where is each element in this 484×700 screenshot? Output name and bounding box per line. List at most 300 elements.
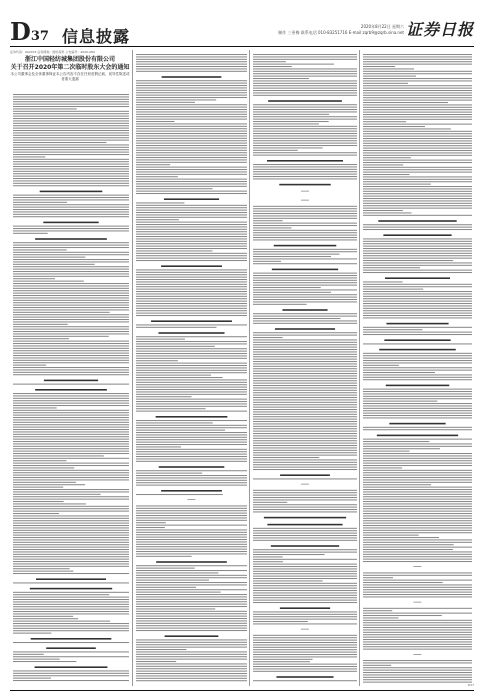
text-line — [13, 472, 129, 473]
text-line — [363, 284, 472, 285]
text-line — [136, 217, 247, 218]
block-heading-line — [162, 76, 222, 78]
text-line — [363, 167, 472, 168]
text-line — [363, 305, 472, 306]
text-line — [13, 261, 129, 262]
text-line — [363, 169, 472, 170]
text-line — [136, 107, 247, 108]
text-line — [363, 298, 472, 299]
text-line — [363, 162, 472, 163]
footer-rule — [10, 690, 474, 691]
block-heading-line — [385, 277, 450, 279]
text-line — [363, 296, 472, 297]
text-line — [13, 393, 129, 394]
text-line — [253, 71, 357, 72]
text-line — [363, 417, 472, 418]
text-line — [363, 59, 472, 60]
text-line — [136, 389, 247, 390]
text-line — [363, 515, 472, 516]
text-line — [13, 106, 129, 107]
text-line — [136, 606, 247, 607]
text-line — [13, 513, 59, 514]
text-line — [13, 309, 129, 310]
text-line — [363, 523, 472, 524]
text-line — [136, 442, 247, 443]
text-line — [363, 301, 472, 302]
text-line — [363, 224, 472, 225]
text-line — [13, 125, 129, 126]
text-line — [363, 441, 429, 442]
text-line — [136, 475, 247, 476]
text-line — [136, 594, 247, 595]
text-line — [13, 365, 46, 366]
text-line — [253, 431, 357, 432]
text-line — [13, 233, 48, 234]
text-line — [253, 647, 357, 648]
text-line — [13, 369, 129, 370]
text-line — [253, 371, 357, 372]
text-line — [253, 502, 287, 503]
text-line — [253, 573, 357, 574]
text-line — [136, 544, 247, 545]
text-line — [363, 608, 472, 609]
text-line — [253, 147, 323, 148]
text-line — [13, 297, 129, 298]
text-line — [253, 289, 357, 290]
text-line — [363, 518, 472, 519]
text-line — [253, 359, 357, 360]
text-line — [363, 501, 472, 502]
text-line — [363, 88, 472, 89]
text-line — [253, 230, 357, 231]
text-line — [136, 539, 247, 540]
text-line — [253, 351, 357, 352]
text-line — [136, 575, 247, 576]
text-line — [363, 112, 472, 113]
text-line — [13, 254, 129, 255]
text-line — [13, 443, 129, 444]
text-line — [253, 135, 357, 136]
text-line — [13, 609, 129, 610]
text-line — [253, 95, 357, 96]
text-line — [136, 630, 247, 631]
text-line — [363, 119, 472, 120]
text-line — [253, 145, 357, 146]
text-line — [136, 181, 247, 182]
text-line — [253, 549, 357, 550]
text-line — [253, 297, 357, 298]
text-line — [253, 452, 357, 453]
text-line — [13, 149, 129, 150]
text-line — [13, 448, 129, 449]
text-line — [253, 349, 357, 350]
text-line — [136, 214, 247, 215]
text-line — [253, 366, 357, 367]
text-line — [136, 293, 247, 294]
text-line — [136, 461, 247, 462]
text-line — [13, 161, 129, 162]
block-heading-line — [161, 265, 222, 267]
text-line — [363, 286, 472, 287]
text-line — [136, 155, 247, 156]
lead-subheadline: 本公司董事会及全体董事保证本公告内容不存在任何虚假记载、误导性陈述或者重大遗漏 — [10, 72, 130, 81]
text-line — [253, 225, 357, 226]
text-line — [13, 214, 129, 215]
text-line — [13, 599, 129, 600]
text-line — [363, 496, 472, 497]
block-heading-line — [165, 635, 219, 637]
text-line — [13, 479, 129, 480]
text-line — [136, 219, 179, 220]
text-line — [253, 131, 357, 132]
text-line — [253, 540, 357, 541]
text-line — [13, 314, 129, 315]
text-line — [136, 446, 181, 447]
text-line — [253, 566, 357, 567]
text-line — [13, 259, 129, 260]
text-line — [253, 304, 307, 305]
text-line — [363, 391, 472, 392]
masthead-rule — [10, 46, 474, 47]
text-line — [253, 344, 357, 345]
text-line — [363, 138, 472, 139]
text-line — [363, 572, 472, 573]
text-line — [363, 613, 472, 614]
text-line — [13, 403, 129, 404]
text-line — [136, 64, 247, 65]
text-line — [363, 413, 472, 414]
text-line — [363, 246, 472, 247]
text-line — [363, 646, 472, 647]
block-heading-line — [271, 545, 339, 547]
text-line — [136, 477, 247, 478]
text-line — [363, 71, 472, 72]
text-line — [136, 296, 247, 297]
text-line — [363, 360, 472, 361]
text-line — [253, 213, 357, 214]
text-line — [253, 623, 357, 624]
column-2-text-body — [133, 50, 250, 686]
text-line — [136, 587, 196, 588]
text-line — [136, 449, 247, 450]
block-heading-line — [274, 245, 337, 247]
text-line — [363, 610, 392, 611]
text-line — [136, 654, 247, 655]
text-line — [363, 367, 472, 368]
text-line — [253, 387, 357, 388]
text-line — [253, 637, 357, 638]
text-line — [13, 547, 129, 548]
text-line — [13, 273, 129, 274]
text-line — [13, 523, 129, 524]
text-line — [253, 585, 357, 586]
text-line — [363, 270, 472, 271]
text-line — [363, 196, 472, 197]
text-line — [13, 96, 129, 97]
text-line — [253, 450, 357, 451]
text-line — [136, 121, 175, 122]
text-line — [13, 489, 129, 490]
text-line — [253, 66, 292, 67]
text-line — [253, 395, 357, 396]
text-line — [253, 92, 357, 93]
block-heading-line — [275, 328, 335, 330]
text-line — [253, 104, 357, 105]
text-line — [253, 411, 357, 412]
text-line — [253, 227, 292, 228]
text-line — [253, 559, 357, 560]
text-line — [136, 553, 247, 554]
text-line — [253, 380, 357, 381]
text-line — [253, 280, 357, 281]
text-line — [363, 644, 472, 645]
text-line — [13, 633, 51, 634]
text-line — [253, 85, 357, 86]
text-line — [363, 662, 472, 663]
text-line — [253, 621, 308, 622]
block-heading-line — [272, 269, 338, 271]
block-heading-line — [46, 647, 96, 649]
column-1-text-body — [10, 50, 132, 686]
text-line — [363, 370, 472, 371]
text-line — [13, 362, 129, 363]
text-line — [363, 205, 472, 206]
text-line — [136, 339, 185, 340]
text-line — [136, 222, 247, 223]
text-line — [136, 277, 247, 278]
text-line — [253, 528, 357, 529]
text-line — [253, 392, 357, 393]
text-line — [363, 248, 472, 249]
text-line — [253, 335, 357, 336]
text-line — [363, 575, 472, 576]
text-line — [13, 336, 109, 337]
text-line — [253, 107, 357, 108]
text-line — [136, 61, 247, 62]
text-line — [363, 634, 472, 635]
text-line — [13, 539, 129, 540]
text-line — [253, 659, 313, 660]
text-line — [13, 407, 57, 408]
text-line — [253, 469, 357, 470]
text-line — [136, 348, 247, 349]
text-line — [363, 131, 472, 132]
text-line — [136, 174, 247, 175]
text-line — [136, 570, 247, 571]
text-line — [253, 642, 357, 643]
text-line — [136, 360, 178, 361]
text-line — [253, 592, 357, 593]
text-line — [363, 102, 448, 103]
text-line — [253, 509, 357, 510]
text-line — [363, 97, 472, 98]
text-line — [13, 266, 129, 267]
text-line — [363, 617, 398, 618]
text-line — [363, 542, 472, 543]
text-line — [13, 398, 129, 399]
text-line — [253, 438, 357, 439]
separator-mark — [301, 191, 309, 192]
text-line — [13, 338, 69, 339]
text-line — [13, 372, 129, 373]
text-line — [13, 592, 129, 593]
text-line — [253, 208, 357, 209]
text-line — [13, 324, 68, 325]
text-line — [363, 109, 472, 110]
text-line — [13, 321, 129, 322]
text-line — [253, 249, 357, 250]
text-line — [13, 183, 129, 184]
text-line — [13, 350, 129, 351]
text-line — [253, 347, 357, 348]
text-line — [136, 529, 247, 530]
text-line — [253, 332, 357, 333]
text-line — [253, 174, 357, 175]
text-line — [136, 95, 247, 96]
text-line — [253, 316, 357, 317]
separator-mark — [301, 200, 309, 201]
text-line — [136, 537, 247, 538]
text-line — [13, 317, 129, 318]
text-line — [136, 250, 212, 251]
block-heading-line — [379, 349, 456, 351]
text-line — [13, 374, 129, 375]
text-line — [253, 123, 319, 124]
text-line — [363, 315, 472, 316]
text-line — [363, 313, 472, 314]
text-line — [13, 343, 129, 344]
text-line — [253, 635, 357, 636]
text-line — [363, 150, 472, 151]
text-line — [363, 379, 472, 380]
text-line — [253, 497, 357, 498]
text-line — [363, 265, 472, 266]
text-line — [13, 395, 129, 396]
text-line — [253, 554, 325, 555]
text-line — [136, 430, 225, 431]
text-line — [253, 652, 357, 653]
text-line — [136, 494, 223, 495]
text-line — [13, 656, 129, 657]
text-line — [13, 475, 129, 476]
text-line — [136, 513, 247, 514]
text-line — [363, 241, 472, 242]
block-heading-line — [43, 222, 98, 224]
text-line — [253, 440, 357, 441]
text-line — [136, 505, 247, 506]
text-line — [363, 451, 410, 452]
text-line — [13, 357, 129, 358]
text-line — [253, 492, 357, 493]
block-heading-line — [268, 100, 342, 102]
block-heading-line — [35, 238, 107, 240]
text-line — [253, 237, 357, 238]
text-line — [363, 484, 431, 485]
text-line — [136, 159, 247, 160]
text-line — [13, 405, 129, 406]
text-line — [253, 313, 357, 314]
block-heading-line — [280, 607, 330, 609]
text-line — [136, 599, 247, 600]
lead-headline: 浙江中国轻纺城集团股份有限公司 关于召开2020年第二次临时股东大会的通知 — [10, 56, 130, 71]
text-line — [253, 680, 357, 681]
date-line: 2020年8月22日 星期六 — [360, 24, 404, 29]
text-line — [136, 310, 247, 311]
text-line — [363, 405, 472, 406]
text-line — [136, 99, 216, 100]
text-line — [253, 640, 357, 641]
text-line — [136, 315, 247, 316]
text-line — [136, 212, 247, 213]
text-line — [136, 485, 247, 486]
text-line — [13, 491, 129, 492]
text-line — [363, 329, 422, 330]
text-line — [363, 272, 472, 273]
text-line — [13, 293, 129, 294]
text-line — [363, 267, 420, 268]
text-line — [363, 674, 472, 675]
text-line — [253, 402, 357, 403]
text-line — [136, 608, 215, 609]
text-line — [136, 66, 247, 67]
text-line — [363, 143, 472, 144]
block-heading-line — [30, 588, 112, 590]
text-line — [136, 647, 247, 648]
text-line — [363, 332, 472, 333]
text-line — [13, 594, 109, 595]
text-line — [363, 208, 472, 209]
text-line — [363, 95, 472, 96]
text-line — [363, 396, 472, 397]
text-line — [136, 527, 165, 528]
text-line — [136, 659, 247, 660]
text-line — [13, 400, 129, 401]
text-line — [136, 102, 195, 103]
text-line — [363, 64, 472, 65]
text-line — [253, 423, 357, 424]
text-line — [136, 303, 247, 304]
text-line — [13, 195, 129, 196]
text-line — [136, 353, 247, 354]
text-line — [13, 348, 129, 349]
text-line — [253, 155, 357, 156]
text-line — [136, 123, 247, 124]
text-line — [136, 71, 247, 72]
text-line — [363, 200, 472, 201]
text-line — [253, 76, 357, 77]
text-line — [253, 61, 286, 62]
text-line — [253, 564, 357, 565]
text-line — [13, 197, 129, 198]
text-line — [253, 111, 357, 112]
text-line — [363, 499, 472, 500]
text-line — [13, 247, 129, 248]
text-line — [136, 616, 247, 617]
text-line — [13, 176, 129, 177]
text-line — [363, 227, 472, 228]
text-line — [136, 258, 247, 259]
text-line — [13, 281, 84, 282]
text-line — [136, 131, 247, 132]
text-line — [363, 670, 472, 671]
text-line — [136, 675, 247, 676]
text-line — [136, 379, 247, 380]
text-line — [136, 147, 247, 148]
text-line — [136, 649, 186, 650]
text-line — [363, 229, 472, 230]
text-line — [253, 292, 331, 293]
text-line — [13, 530, 129, 531]
